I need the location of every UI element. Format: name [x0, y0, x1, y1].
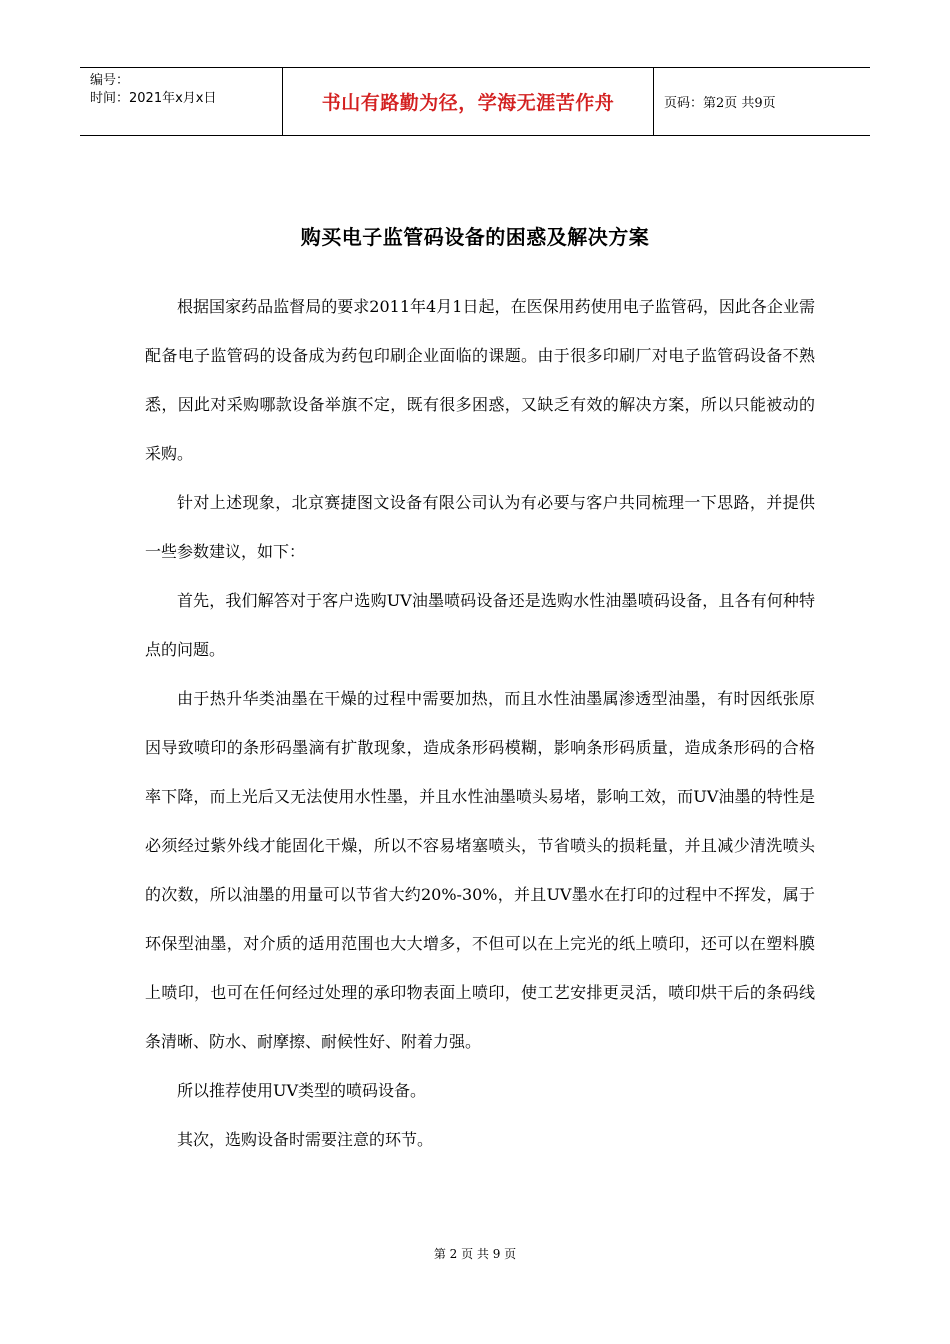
paragraph: 其次，选购设备时需要注意的环节。 — [177, 1130, 434, 1149]
header-page-info-cell — [654, 68, 870, 135]
document-body — [145, 282, 815, 1164]
header-page-info: 页码：第2页 共9页 — [664, 96, 776, 111]
paragraph: 由于热升华类油墨在干燥的过程中需要加热，而且水性油墨属渗透型油墨，有时因纸张原因导致喷印的条形码墨滴有扩散现象，造成条形码模糊，影响条形码质量，造成条形码的合格率下降，而上光后又无法使用水性墨，并且水性油墨喷头易堵，影响工效，而UV油墨的特性是必须经过紫外线才能固化干燥，所以不容易堵塞喷头，节省喷头的损耗量，并且减少清洗喷头的次数，所以油墨的用量可以节省大约20%-30%，并且UV墨水在打印的过程中不挥发，属于环保型油墨，对介质的适用范围也大大增多，不但可以在上完光的纸上喷印，还可以在塑料膜上喷印，也可在任何经过处理的承印物表面上喷印，使工艺安排更灵活，喷印烘干后的条码线条清晰、防水、耐摩擦、耐候性好、附着力强。 — [145, 689, 815, 1051]
page-footer: 第 2 页 共 9 页 — [433, 1247, 517, 1261]
header-time-label: 时间：2021年x月x日 — [90, 91, 217, 106]
header-motto: 书山有路勤为径，学海无涯苦作舟 — [321, 92, 615, 114]
paragraph: 针对上述现象，北京赛捷图文设备有限公司认为有必要与客户共同梳理一下思路，并提供一些参数建议，如下： — [145, 493, 815, 561]
header-number-label: 编号： — [90, 73, 130, 88]
header-motto-cell — [282, 68, 654, 135]
document-header — [80, 67, 870, 136]
paragraph: 根据国家药品监督局的要求2011年4月1日起，在医保用药使用电子监管码，因此各企业需配备电子监管码的设备成为药包印刷企业面临的课题。由于很多印刷厂对电子监管码设备不熟悉，因此对采购哪款设备举旗不定，既有很多困惑，又缺乏有效的解决方案，所以只能被动的采购。 — [145, 297, 815, 463]
paragraph: 首先，我们解答对于客户选购UV油墨喷码设备还是选购水性油墨喷码设备，且各有何种特点的问题。 — [145, 591, 815, 659]
document-title: 购买电子监管码设备的困惑及解决方案 — [300, 225, 650, 249]
paragraph: 所以推荐使用UV类型的喷码设备。 — [177, 1081, 427, 1100]
header-meta — [80, 68, 282, 135]
